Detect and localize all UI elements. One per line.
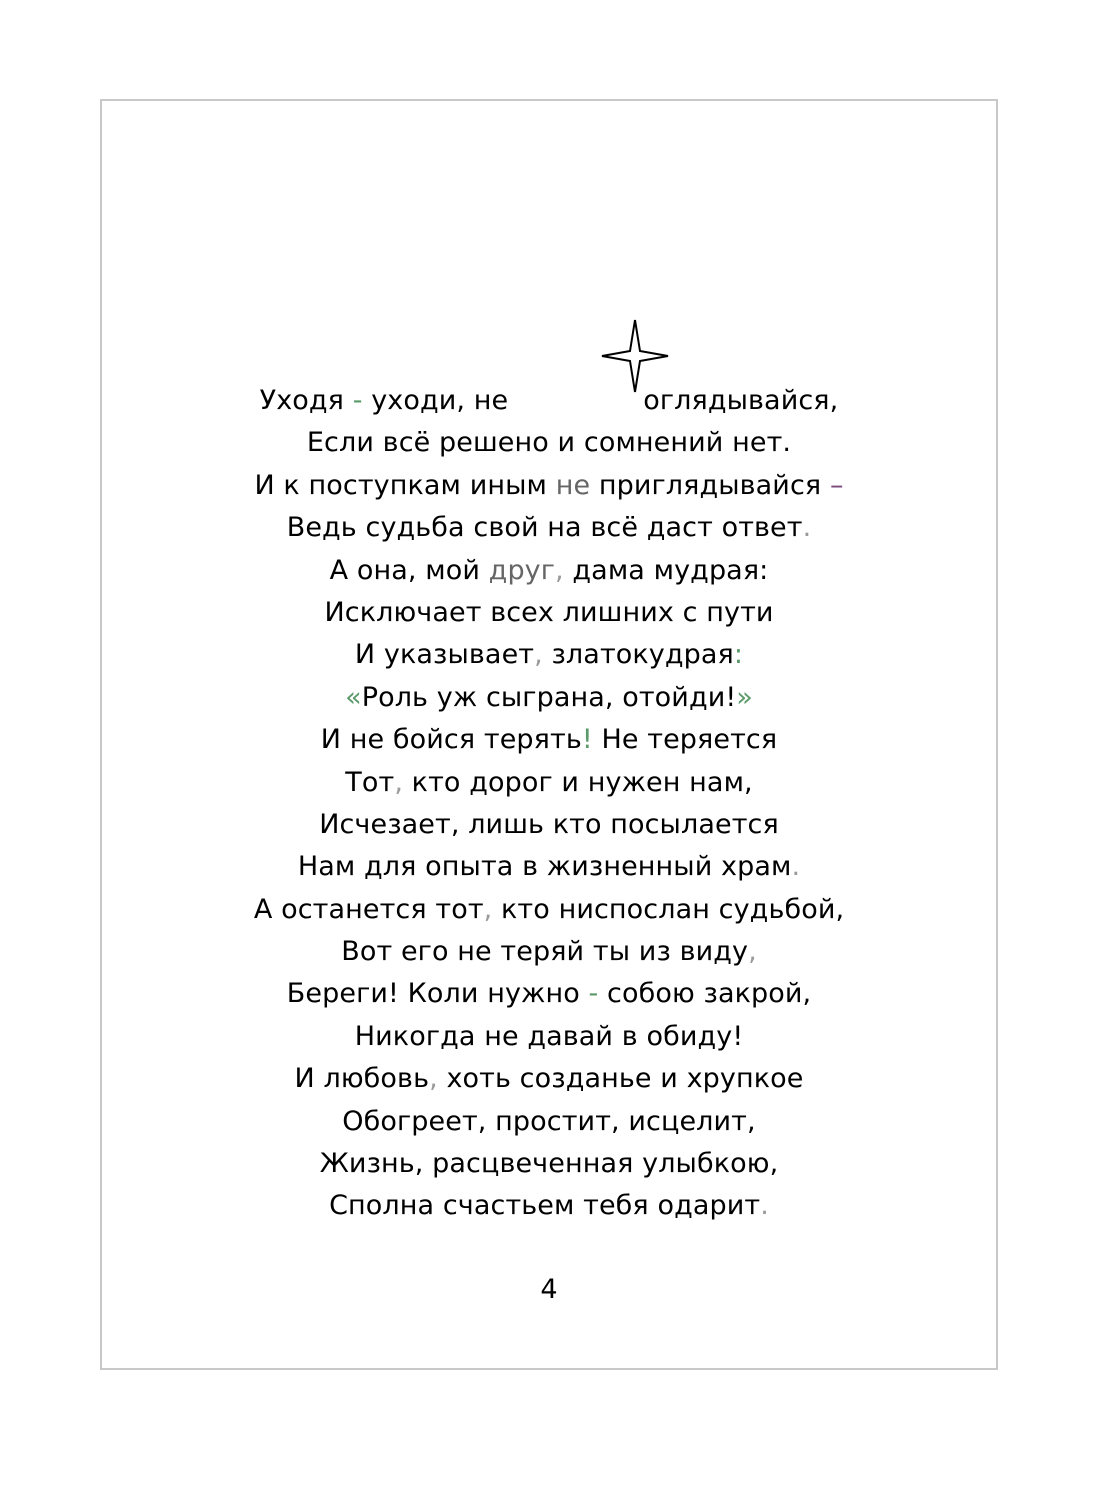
text: Исчезает, лишь кто посылается [319,808,779,840]
dash: - [588,978,599,1010]
punctuation: . [791,851,801,883]
poem-line-11 [100,804,998,846]
text: оглядывайся, [643,385,839,416]
text: хоть созданье и хрупкое [437,1063,804,1095]
poem-line-18 [100,1101,998,1143]
poem-line-1 [100,380,998,422]
text: кто дорог и нужен нам, [403,766,753,798]
poem-line-14 [100,931,998,973]
poem [100,380,998,1228]
poem-line-6 [100,592,998,634]
text: собою закрой, [598,978,812,1010]
poem-line-20 [100,1185,998,1227]
text: Исключает всех лишних с пути [324,596,774,628]
poem-line-13 [100,889,998,931]
text: Тот [345,766,395,798]
text: златокудрая [542,639,734,671]
text: Уходя [259,385,353,416]
poem-line-9 [100,719,998,761]
text: И к поступкам иным [254,469,556,501]
punctuation: , [555,554,564,586]
gray-word: друг [488,554,556,586]
text: дама мудрая: [563,554,769,586]
text: Сполна счастьем тебя одарит [329,1190,761,1222]
text: Вот его не теряй ты из виду [341,936,749,968]
text: И указывает [354,639,535,671]
punctuation: : [733,639,744,671]
page-number: 4 [540,1274,558,1305]
text: приглядывайся [590,469,830,501]
text: Нам для опыта в жизненный храм [297,851,792,883]
poem-line-2 [100,422,998,464]
text: А останется тот [253,893,484,925]
text: Если всё решено и сомнений нет. [306,427,792,459]
poem-line-19 [100,1143,998,1185]
text: А она, мой [329,554,489,586]
punctuation: , [748,936,757,968]
poem-line-10 [100,762,998,804]
text: кто ниспослан судьбой, [492,893,845,925]
text: Жизнь, расцвеченная улыбкою, [319,1148,779,1180]
text: Ведь судьба свой на всё даст ответ [286,512,803,544]
punctuation: , [534,639,543,671]
punctuation: , [429,1063,438,1095]
poem-line-16 [100,1016,998,1058]
quote-mark: » [736,681,753,713]
punctuation: , [394,766,403,798]
dash: - [352,385,363,416]
poem-line-4 [100,507,998,549]
poem-line-15 [100,973,998,1015]
gray-word: не [555,469,591,501]
text: Роль уж сыграна, отойди! [361,681,737,713]
punctuation: . [802,512,812,544]
poem-line-3 [100,465,998,507]
poem-line-5 [100,550,998,592]
text: И любовь [294,1063,430,1095]
poem-line-7 [100,634,998,676]
punctuation: . [760,1190,769,1222]
quote-mark: « [345,681,362,713]
poem-line-8 [100,677,998,719]
dash: – [829,469,844,501]
text: Не теряется [592,724,778,756]
text: Береги! Коли нужно [286,978,589,1010]
text: Никогда не давай в обиду! [354,1020,744,1052]
text: Обогреет, простит, исцелит, [342,1105,756,1137]
punctuation: , [483,893,493,925]
poem-line-12 [100,846,998,888]
text: И не бойся терять [320,724,582,756]
text: уходи, не [362,385,509,416]
poem-line-17 [100,1058,998,1100]
punctuation: ! [581,724,593,756]
